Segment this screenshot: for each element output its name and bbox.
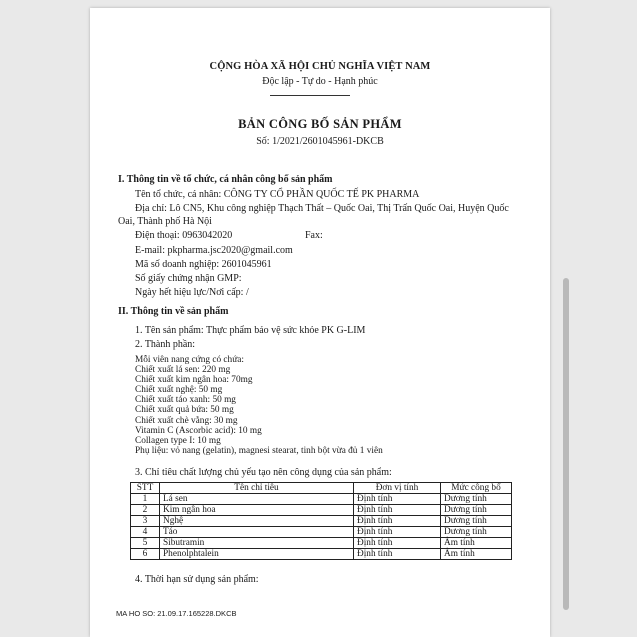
table-cell: Dương tính bbox=[441, 494, 512, 505]
table-cell: Lá sen bbox=[160, 494, 354, 505]
composition-heading: 2. Thành phần: bbox=[135, 339, 196, 350]
table-cell: Định tính bbox=[354, 549, 441, 560]
org-name: Tên tổ chức, cá nhân: CÔNG TY CỔ PHẦN QUỐC TẾ PK PHARMA bbox=[135, 189, 420, 200]
document-title: BẢN CÔNG BỐ SẢN PHẨM bbox=[238, 117, 402, 131]
table-cell: Kim ngân hoa bbox=[160, 505, 354, 516]
address-line-1: Địa chỉ: Lô CN5, Khu công nghiệp Thạch Thất – Quốc Oai, Thị Trấn Quốc Oai, Huyện Quốc bbox=[135, 203, 509, 214]
document-page bbox=[90, 8, 550, 637]
col-header: Đơn vị tính bbox=[354, 483, 441, 494]
address-line-2: Oai, Thành phố Hà Nội bbox=[118, 216, 212, 227]
list-item: Chiết xuất quả bứa: 50 mg bbox=[135, 405, 234, 416]
table-cell: 5 bbox=[131, 538, 160, 549]
table-row bbox=[131, 494, 512, 505]
list-item: Vitamin C (Ascorbic acid): 10 mg bbox=[135, 425, 262, 436]
national-title: CỘNG HÒA XÃ HỘI CHỦ NGHĨA VIỆT NAM bbox=[209, 61, 431, 72]
gmp-certificate: Số giấy chứng nhận GMP: bbox=[135, 273, 242, 284]
list-item: Chiết xuất chè vằng: 30 mg bbox=[135, 415, 238, 426]
phone: Điện thoại: 0963042020 bbox=[135, 230, 233, 241]
table-cell: Định tính bbox=[354, 516, 441, 527]
table-cell: 4 bbox=[131, 527, 160, 538]
expiry-issuer: Ngày hết hiệu lực/Nơi cấp: / bbox=[135, 287, 249, 298]
section-1-heading: I. Thông tin về tổ chức, cá nhân công bố sản phẩm bbox=[118, 174, 333, 185]
table-cell: Dương tính bbox=[441, 516, 512, 527]
table-cell: Âm tính bbox=[441, 538, 512, 549]
table-cell: Phenolphtalein bbox=[160, 549, 354, 560]
quality-table bbox=[130, 482, 512, 560]
table-cell: 6 bbox=[131, 549, 160, 560]
document-number: Số: 1/2021/2601045961-DKCB bbox=[256, 136, 384, 147]
record-code: MA HO SO: 21.09.17.165228.DKCB bbox=[116, 609, 237, 618]
section-2-heading: II. Thông tin về sản phẩm bbox=[118, 306, 229, 317]
list-item: Collagen type I: 10 mg bbox=[135, 435, 221, 446]
table-cell: Định tính bbox=[354, 505, 441, 516]
table-cell: Định tính bbox=[354, 538, 441, 549]
ingredient-list bbox=[135, 355, 383, 456]
table-cell: Dương tính bbox=[441, 527, 512, 538]
product-name: 1. Tên sản phẩm: Thực phẩm bảo vệ sức khỏe PK G-LIM bbox=[135, 325, 366, 336]
table-header-row bbox=[131, 483, 512, 494]
quality-heading: 3. Chỉ tiêu chất lượng chủ yếu tạo nên công dụng của sản phẩm: bbox=[135, 467, 392, 478]
list-item: Chiết xuất kim ngân hoa: 70mg bbox=[135, 375, 253, 386]
table-row bbox=[131, 527, 512, 538]
table-cell: Sibutramin bbox=[160, 538, 354, 549]
col-header: Mức công bố bbox=[441, 483, 512, 494]
list-item: Chiết xuất táo xanh: 50 mg bbox=[135, 395, 236, 406]
fax: Fax: bbox=[305, 230, 323, 241]
list-item: Chiết xuất lá sen: 220 mg bbox=[135, 365, 231, 376]
table-row bbox=[131, 516, 512, 527]
table-cell: Táo bbox=[160, 527, 354, 538]
email: E-mail: pkpharma.jsc2020@gmail.com bbox=[135, 245, 293, 256]
tax-code: Mã số doanh nghiệp: 2601045961 bbox=[135, 259, 272, 270]
table-cell: 1 bbox=[131, 494, 160, 505]
table-cell: Định tính bbox=[354, 494, 441, 505]
list-item: Mỗi viên nang cứng có chứa: bbox=[135, 355, 244, 365]
scrollbar[interactable] bbox=[563, 278, 569, 610]
table-cell: 3 bbox=[131, 516, 160, 527]
shelf-life-heading: 4. Thời hạn sử dụng sản phẩm: bbox=[135, 574, 259, 585]
list-item: Phụ liệu: vỏ nang (gelatin), magnesi stearat, tinh bột vừa đủ 1 viên bbox=[135, 445, 383, 456]
col-header: Tên chỉ tiêu bbox=[160, 483, 354, 494]
table-row bbox=[131, 538, 512, 549]
table-cell: Định tính bbox=[354, 527, 441, 538]
table-cell: Dương tính bbox=[441, 505, 512, 516]
list-item: Chiết xuất nghệ: 50 mg bbox=[135, 385, 223, 396]
table-row bbox=[131, 505, 512, 516]
col-header: STT bbox=[131, 483, 160, 494]
header-divider bbox=[270, 95, 350, 96]
table-row bbox=[131, 549, 512, 560]
table-cell: 2 bbox=[131, 505, 160, 516]
table-cell: Âm tính bbox=[441, 549, 512, 560]
national-motto: Độc lập - Tự do - Hạnh phúc bbox=[262, 76, 378, 87]
table-cell: Nghệ bbox=[160, 516, 354, 527]
